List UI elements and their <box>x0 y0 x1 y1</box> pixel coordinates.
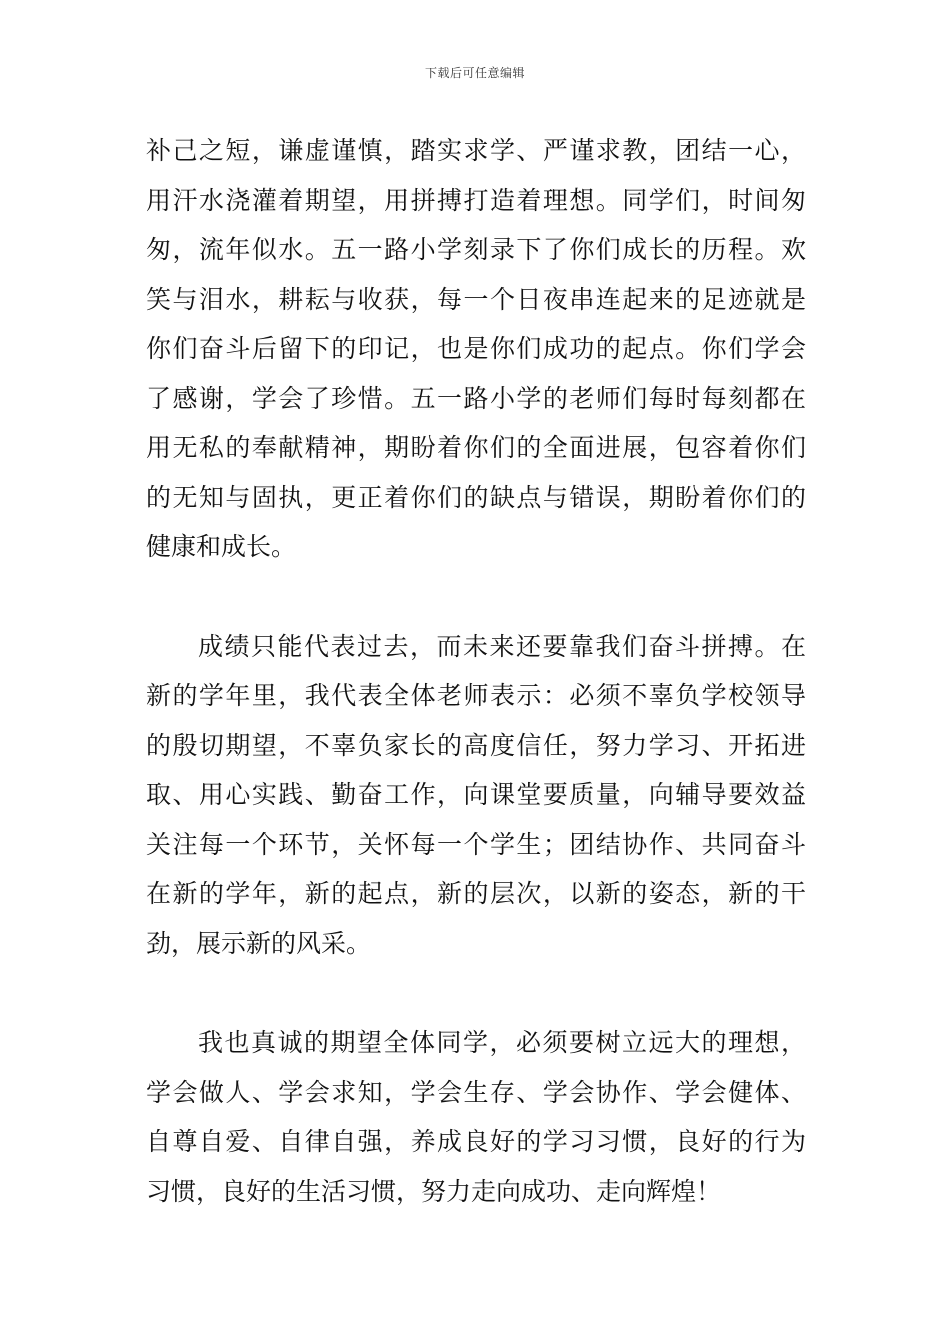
text-line: 成绩只能代表过去，而未来还要靠我们奋斗拼搏。在 <box>198 631 806 661</box>
paragraph-gap <box>146 968 806 1018</box>
text-line: 关注每一个环节，关怀每一个学生；团结协作、共同奋斗 <box>146 829 806 859</box>
text-line: 我也真诚的期望全体同学，必须要树立远大的理想， <box>198 1028 806 1057</box>
text-line: 学会做人、学会求知，学会生存、学会协作、学会健体、 <box>146 1077 806 1107</box>
text-line: 用汗水浇灌着期望，用拼搏打造着理想。同学们，时间匆 <box>146 185 806 215</box>
text-line: 新的学年里，我代表全体老师表示：必须不辜负学校领导 <box>146 681 806 710</box>
text-line: 劲，展示新的风采。 <box>146 928 372 958</box>
paragraph-3 <box>146 1018 806 1216</box>
text-line: 在新的学年，新的起点，新的层次，以新的姿态，新的干 <box>146 879 806 908</box>
text-line: 匆，流年似水。五一路小学刻录下了你们成长的历程。欢 <box>146 235 806 264</box>
text-line: 用无私的奉献精神，期盼着你们的全面进展，包容着你们 <box>146 433 806 462</box>
text-line: 笑与泪水，耕耘与收获，每一个日夜串连起来的足迹就是 <box>146 284 806 314</box>
text-line: 自尊自爱、自律自强，养成良好的学习习惯，良好的行为 <box>146 1127 806 1156</box>
text-line: 取、用心实践、勤奋工作，向课堂要质量，向辅导要效益 <box>146 780 806 809</box>
paragraph-2 <box>146 622 806 969</box>
text-line: 了感谢，学会了珍惜。五一路小学的老师们每时每刻都在 <box>146 383 806 413</box>
text-line: 的无知与固执，更正着你们的缺点与错误，期盼着你们的 <box>146 482 806 512</box>
document-body <box>146 126 806 1216</box>
text-line: 你们奋斗后留下的印记，也是你们成功的起点。你们学会 <box>146 334 806 363</box>
text-line: 习惯，良好的生活习惯，努力走向成功、走向辉煌！ <box>146 1176 722 1206</box>
paragraph-1 <box>146 126 806 572</box>
text-line: 健康和成长。 <box>146 532 297 561</box>
text-line: 补己之短，谦虚谨慎，踏实求学、严谨求教，团结一心， <box>146 136 806 165</box>
text-line: 的殷切期望，不辜负家长的高度信任，努力学习、开拓进 <box>146 730 806 760</box>
page-header: 下载后可任意编辑 <box>424 66 525 80</box>
paragraph-gap <box>146 572 806 622</box>
